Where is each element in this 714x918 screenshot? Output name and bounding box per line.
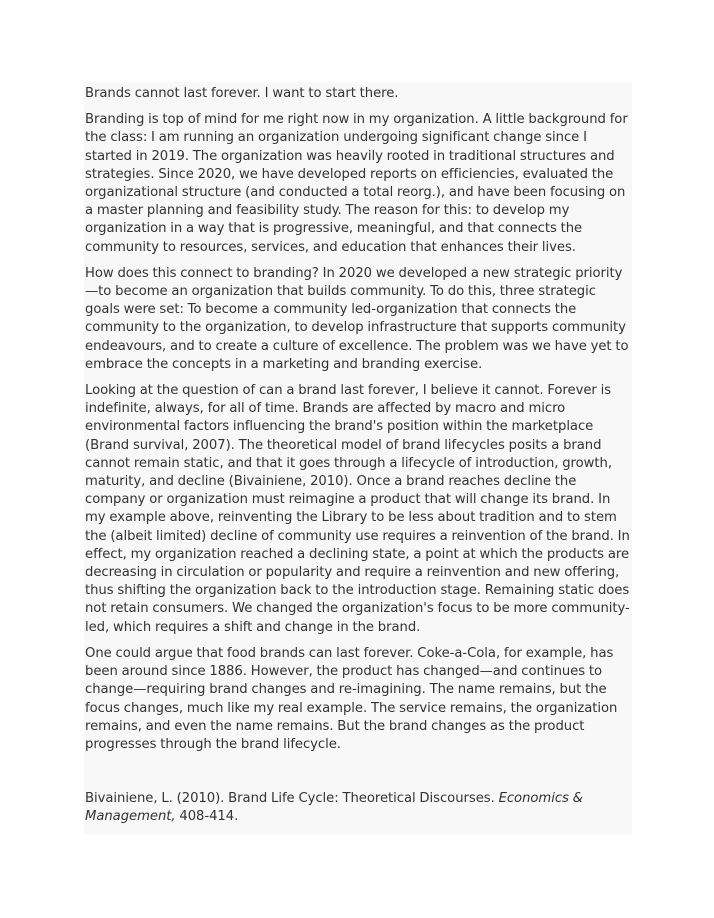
reference-citation (85, 790, 632, 826)
paragraph-food-brands: One could argue that food brands can last forever. Coke-a-Cola, for example, has been around since 1886. However, the product has changed—and continues to change—requiring brand changes and re-imagining. The name remains, but the focus changes, much like my real example. The service remains, the organization remains, and even the name remains. But the brand changes as the product progresses through the brand lifecycle. (85, 645, 618, 752)
citation-end: . (234, 809, 239, 825)
citation-journal: Economics & Management, (85, 791, 583, 825)
paragraph-branding-connection: How does this connect to branding? In 2020 we developed a new strategic priority—to become an organization that builds community. To do this, three strategic goals were set: To become a community led-organization that connects the community to the organization, to develop infrastructure that supports community endeavours, and to create a culture of excellence. The problem was we have yet to embrace the concepts in a marketing and branding exercise. (85, 265, 629, 372)
paragraph-intro: Brands cannot last forever. I want to start there. (85, 86, 399, 101)
paragraph-background: Branding is top of mind for me right now in my organization. A little background for the class: I am running an organization undergoing significant change since I started in 2019. The organization was heavily rooted in traditional structures and strategies. Since 2020, we have developed reports on efficiencies, evaluated the organizational structure (and conducted a total reorg.), and have been focusing on a master planning and feasibility study. The reason for this: to develop my organization in a way that is progressive, meaningful, and that connects the community to resources, services, and education that enhances their lives. (85, 112, 628, 255)
citation-pages: 408-414 (179, 809, 235, 825)
document-body (84, 82, 632, 834)
paragraph-brand-lifecycle: Looking at the question of can a brand last forever, I believe it cannot. Forever is indefinite, always, for all of time. Brands are affected by macro and micro environmental factors influencing the brand's position within the marketplace (Brand survival, 2007). The theoretical model of brand lifecycles posits a brand cannot remain static, and that it goes through a lifecycle of introduction, growth, maturity, and decline (Bivainiene, 2010). Once a brand reaches decline the company or organization must reimagine a product that will change its brand. In my example above, reinventing the Library to be less about tradition and to stem the (albeit limited) decline of community use requires a reinvention of the brand. In effect, my organization reached a declining state, a point at which the products are decreasing in circulation or popularity and require a reinvention and new offering, thus shifting the organization back to the introduction stage. Remaining static does not retain consumers. We changed the organization's focus to be more community-led, which requires a shift and change in the brand. (85, 383, 630, 635)
citation-text: Bivainiene, L. (2010). Brand Life Cycle: Theoretical Discourses. (85, 791, 495, 807)
reference-spacer (85, 762, 632, 790)
